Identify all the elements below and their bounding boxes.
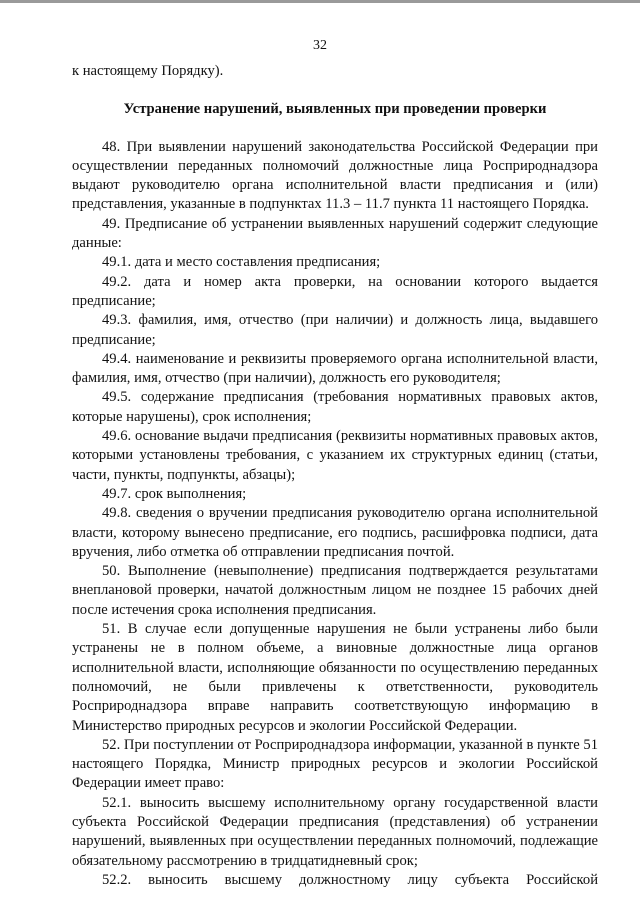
- paragraph-51: 51. В случае если допущенные нарушения не были устранены либо были устранены не в полном объеме, а виновные должностные лица органов исполнительной власти, исполняющие обязанности по осуществлению переданных полномочий, не были привлечены к ответственности, руководитель Росприроднадзора вправе направить соответствующую информацию в Министерство природных ресурсов и экологии Российской Федерации.: [72, 621, 598, 734]
- paragraph-50: 50. Выполнение (невыполнение) предписания подтверждается результатами внеплановой проверки, начатой должностным лицом не позднее 15 рабочих дней после истечения срока исполнения предписания.: [72, 563, 598, 618]
- paragraph-52: 52. При поступлении от Росприроднадзора информации, указанной в пункте 51 настоящего Порядка, Министр природных ресурсов и экологии Российской Федерации имеет право:: [72, 736, 598, 792]
- opening-line: к настоящему Порядку).: [72, 63, 224, 79]
- item-49-2: 49.2. дата и номер акта проверки, на основании которого выдается предписание;: [72, 273, 598, 309]
- item-49-8: 49.8. сведения о вручении предписания руководителю органа исполнительной власти, которому вынесено предписание, его подпись, расшифровка подписи, дата вручения, либо отметка об отправлении предписания почтой.: [72, 505, 598, 560]
- item-49-3: 49.3. фамилия, имя, отчество (при наличии) и должность лица, выдавшего предписание;: [72, 312, 598, 348]
- item-49-4: 49.4. наименование и реквизиты проверяемого органа исполнительной власти, фамилия, имя, отчество (при наличии), должность его руководителя;: [72, 350, 598, 387]
- item-49-1: 49.1. дата и место составления предписания;: [102, 254, 381, 271]
- item-49-7: 49.7. срок выполнения;: [102, 485, 247, 502]
- item-52-2: 52.2. выносить высшему должностному лицу субъекта Российской: [102, 871, 598, 888]
- paragraph-49: 49. Предписание об устранении выявленных нарушений содержит следующие данные:: [72, 215, 598, 252]
- document-body: [72, 62, 598, 890]
- item-49-5: 49.5. содержание предписания (требования нормативных правовых актов, которые нарушены), срок исполнения;: [72, 389, 598, 425]
- section-title: Устранение нарушений, выявленных при проведении проверки: [123, 101, 547, 118]
- page-number: 32: [313, 38, 327, 53]
- scan-top-edge: [0, 0, 640, 3]
- item-52-1: 52.1. выносить высшему исполнительному органу государственной власти субъекта Российской Федерации предписания (представления) об устранении нарушений, выявленных при осуществлении переданных полномочий, подлежащие обязательному рассмотрению в тридцатидневный срок;: [72, 794, 598, 869]
- item-49-6: 49.6. основание выдачи предписания (реквизиты нормативных правовых актов, которыми установлены требования, с указанием их структурных единиц (статьи, части, пункты, подпункты, абзацы);: [72, 428, 598, 483]
- paragraph-48: 48. При выявлении нарушений законодательства Российской Федерации при осуществлении переданных полномочий должностные лица Росприроднадзора выдают руководителю органа исполнительной власти предписания и (или) представления, указанные в подпунктах 11.3 – 11.7 пункта 11 настоящего Порядка.: [72, 138, 598, 213]
